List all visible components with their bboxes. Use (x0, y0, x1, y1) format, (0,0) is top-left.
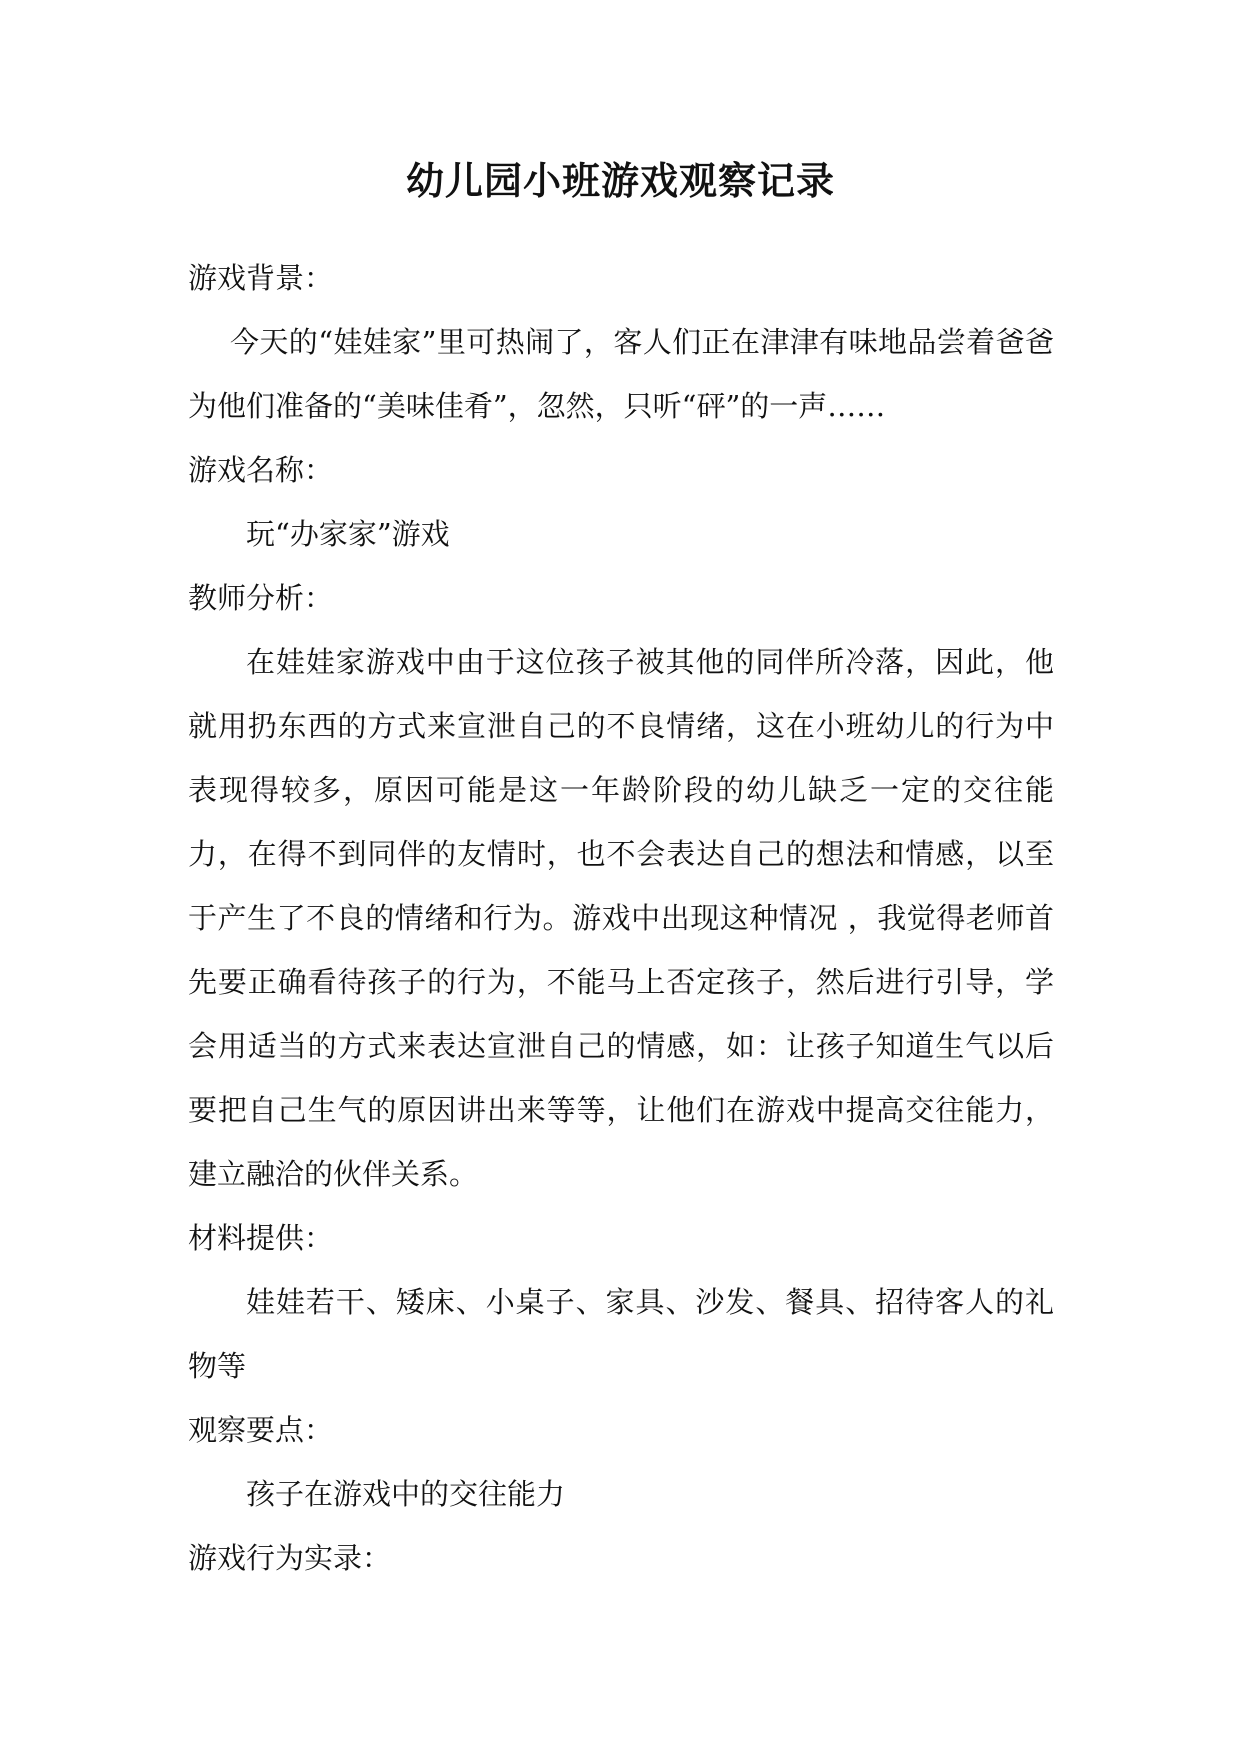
section-text-analysis: 在娃娃家游戏中由于这位孩子被其他的同伴所冷落，因此，他就用扔东西的方式来宣泄自己的不良情绪，这在小班幼儿的行为中表现得较多，原因可能是这一年龄阶段的幼儿缺乏一定的交往能力，在得不到同伴的友情时，也不会表达自己的想法和情感，以至于产生了不良的情绪和行为。游戏中出现这种情况 ，我觉得老师首先要正确看待孩子的行为，不能马上否定孩子，然后进行引导，学会用适当的方式来表达宣泄自己的情感，如：让孩子知道生气以后要把自己生气的原因讲出来等等，让他们在游戏中提高交往能力，建立融洽的伙伴关系。 (188, 645, 1054, 1191)
section-heading-background: 游戏背景： (188, 261, 334, 295)
section-text-background: 今天的“娃娃家”里可热闹了，客人们正在津津有味地品尝着爸爸为他们准备的“美味佳肴”，忽然，只听“砰”的一声…… (188, 325, 1054, 423)
section-heading-materials: 材料提供： (188, 1221, 334, 1255)
section-heading-name: 游戏名称： (188, 453, 334, 487)
section-heading-focus: 观察要点： (188, 1413, 334, 1447)
section-text-name: 玩“办家家”游戏 (246, 517, 450, 551)
section-heading-record: 游戏行为实录： (188, 1541, 392, 1575)
section-text-materials: 娃娃若干、矮床、小桌子、家具、沙发、餐具、招待客人的礼物等 (188, 1285, 1054, 1383)
document-title: 幼儿园小班游戏观察记录 (405, 158, 835, 203)
document-body (188, 246, 1054, 1590)
section-text-focus: 孩子在游戏中的交往能力 (246, 1477, 566, 1511)
section-heading-analysis: 教师分析： (188, 581, 334, 615)
